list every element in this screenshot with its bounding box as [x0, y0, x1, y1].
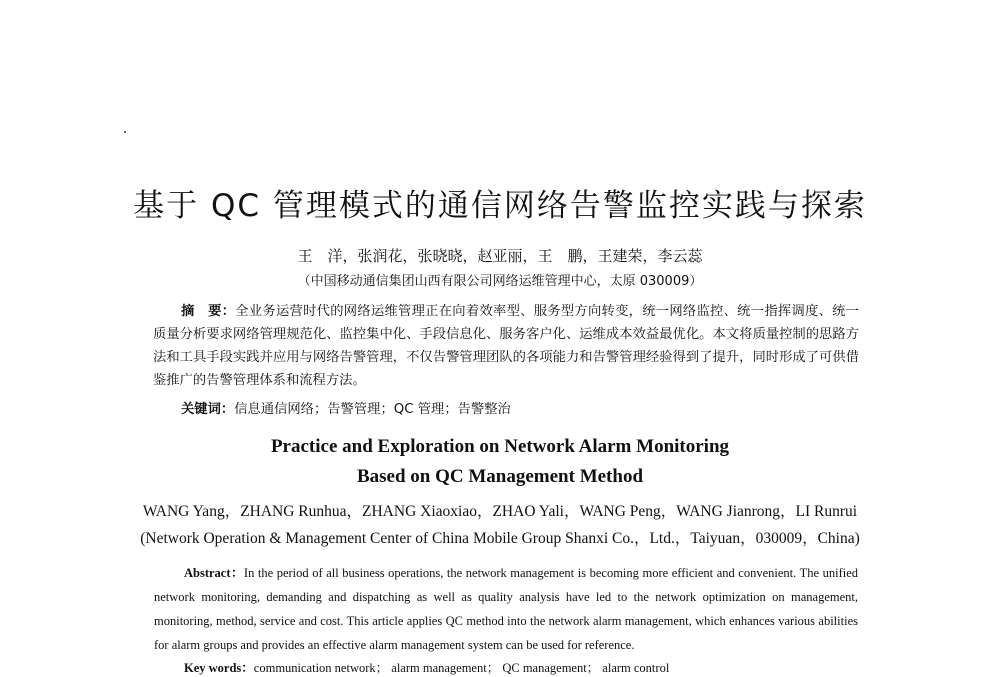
- abstract-english-label: Abstract：: [184, 566, 244, 580]
- authors-chinese: 王 洋，张润花，张晓晓，赵亚丽，王 鹏，王建荣，李云蕊: [297, 247, 703, 265]
- abstract-english-text: In the period of all business operations, the network management is becoming more efficient and convenient. The unified network monitoring, demanding and dispatching as well as quality analysis have led to the network optimization on management, monitoring, method, service and cost. This article applies QC method into the network alarm management, which enhances various abilities for alarm groups and provides an effective alarm management system can be used for reference.: [154, 566, 859, 652]
- title-english-line2: Based on QC Management Method: [356, 466, 644, 487]
- keywords-english-text: communication network； alarm management； QC management； alarm control: [253, 661, 670, 675]
- keywords-english-label: Key words：: [184, 661, 254, 675]
- keywords-chinese: [181, 398, 511, 417]
- title-chinese: 基于 QC 管理模式的通信网络告警监控实践与探索: [133, 188, 867, 224]
- title-english: [0, 432, 1000, 492]
- abstract-english: [154, 561, 858, 657]
- title-english-line1: Practice and Exploration on Network Alarm Monitoring: [270, 436, 730, 457]
- affiliation-english: (Network Operation & Management Center of China Mobile Group Shanxi Co.，Ltd.，Taiyuan，030009，China): [140, 530, 860, 547]
- keywords-chinese-text: 信息通信网络；告警管理；QC 管理；告警整治: [234, 402, 511, 417]
- authors-english: WANG Yang，ZHANG Runhua，ZHANG Xiaoxiao，ZHAO Yali，WANG Peng，WANG Jianrong，LI Runrui: [142, 503, 858, 520]
- abstract-chinese-text: 全业务运营时代的网络运维管理正在向着效率型、服务型方向转变，统一网络监控、统一指挥调度、统一质量分析要求网络管理规范化、监控集中化、手段信息化、服务客户化、运维成本效益最优化。本文将质量控制的思路方法和工具手段实践并应用与网络告警管理，不仅告警管理团队的各项能力和告警管理经验得到了提升，同时形成了可供借鉴推广的告警管理体系和流程方法。: [153, 304, 860, 388]
- scan-speck: [124, 131, 126, 133]
- keywords-english: [184, 658, 669, 676]
- abstract-chinese-label: 摘 要：: [181, 304, 236, 319]
- affiliation-chinese: （中国移动通信集团山西有限公司网络运维管理中心，太原 030009）: [297, 274, 703, 289]
- keywords-chinese-label: 关键词：: [181, 402, 235, 417]
- abstract-chinese: [153, 300, 859, 392]
